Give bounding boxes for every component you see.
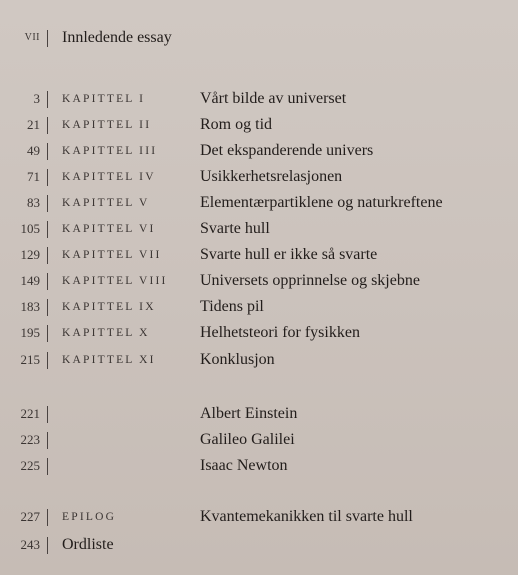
page-number: 225 — [20, 458, 40, 473]
chapter-label: KAPITTEL I — [62, 93, 146, 105]
toc-entry-chapter-4 — [0, 166, 518, 188]
divider-bar — [47, 432, 48, 449]
chapter-label: KAPITTEL II — [62, 119, 152, 131]
divider-bar — [47, 169, 48, 186]
entry-title: Ordliste — [62, 536, 114, 553]
page-number: 183 — [20, 299, 40, 314]
toc-entry-chapter-3 — [0, 140, 518, 162]
entry-title: Galileo Galilei — [200, 431, 295, 448]
page-number: 49 — [27, 143, 40, 158]
divider-bar — [47, 195, 48, 212]
toc-entry-chapter-5 — [0, 192, 518, 214]
toc-entry-chapter-8 — [0, 270, 518, 292]
page-number: 243 — [20, 537, 40, 552]
divider-bar — [47, 30, 48, 47]
divider-bar — [47, 406, 48, 423]
chapter-label: KAPITTEL VII — [62, 249, 162, 261]
entry-title: Universets opprinnelse og skjebne — [200, 272, 420, 289]
page-number: 83 — [27, 195, 40, 210]
toc-entry-bio-galilei — [0, 429, 518, 451]
divider-bar — [47, 117, 48, 134]
toc-entry-intro — [0, 27, 518, 49]
page-number: 215 — [20, 352, 40, 367]
page-number: 221 — [20, 406, 40, 421]
page-number: 195 — [20, 325, 40, 340]
entry-title: Rom og tid — [200, 116, 273, 133]
entry-title: Kvantemekanikken til svarte hull — [200, 508, 413, 525]
chapter-label: KAPITTEL III — [62, 145, 158, 157]
chapter-label: KAPITTEL VIII — [62, 275, 168, 287]
toc-entry-epilog — [0, 506, 518, 528]
entry-title: Innledende essay — [62, 29, 172, 46]
toc-entry-bio-einstein — [0, 403, 518, 425]
toc-entry-chapter-11 — [0, 349, 518, 371]
entry-title: Isaac Newton — [200, 457, 288, 474]
page-number: 223 — [20, 432, 40, 447]
toc-entry-bio-newton — [0, 455, 518, 477]
entry-title: Det ekspanderende univers — [200, 142, 374, 159]
divider-bar — [47, 143, 48, 160]
entry-title: Helhetsteori for fysikken — [200, 324, 360, 341]
divider-bar — [47, 352, 48, 369]
entry-title: Svarte hull er ikke så svarte — [200, 246, 378, 263]
page-number: 129 — [20, 247, 40, 262]
divider-bar — [47, 247, 48, 264]
page-number: 3 — [33, 91, 40, 106]
entry-title: Usikkerhetsrelasjonen — [200, 168, 343, 185]
epilog-label: EPILOG — [62, 511, 117, 523]
divider-bar — [47, 91, 48, 108]
toc-entry-chapter-7 — [0, 244, 518, 266]
chapter-label: KAPITTEL X — [62, 327, 150, 339]
toc-entry-chapter-9 — [0, 296, 518, 318]
entry-title: Elementærpartiklene og naturkreftene — [200, 194, 443, 211]
toc-entry-chapter-1 — [0, 88, 518, 110]
divider-bar — [47, 537, 48, 554]
divider-bar — [47, 325, 48, 342]
page-number: 227 — [20, 509, 40, 524]
page-number: 149 — [20, 273, 40, 288]
entry-title: Konklusjon — [200, 351, 275, 368]
divider-bar — [47, 273, 48, 290]
page-number: VII — [24, 32, 40, 43]
toc-entry-chapter-2 — [0, 114, 518, 136]
chapter-label: KAPITTEL IX — [62, 301, 156, 313]
toc-entry-chapter-10 — [0, 322, 518, 344]
entry-title: Svarte hull — [200, 220, 270, 237]
entry-title: Vårt bilde av universet — [200, 90, 347, 107]
divider-bar — [47, 509, 48, 526]
page-number: 105 — [20, 221, 40, 236]
divider-bar — [47, 221, 48, 238]
toc-entry-glossary — [0, 534, 518, 556]
page-number: 21 — [27, 117, 40, 132]
chapter-label: KAPITTEL XI — [62, 354, 156, 366]
entry-title: Albert Einstein — [200, 405, 298, 422]
page-number: 71 — [27, 169, 40, 184]
toc-entry-chapter-6 — [0, 218, 518, 240]
chapter-label: KAPITTEL V — [62, 197, 150, 209]
chapter-label: KAPITTEL VI — [62, 223, 156, 235]
divider-bar — [47, 458, 48, 475]
entry-title: Tidens pil — [200, 298, 264, 315]
divider-bar — [47, 299, 48, 316]
chapter-label: KAPITTEL IV — [62, 171, 156, 183]
